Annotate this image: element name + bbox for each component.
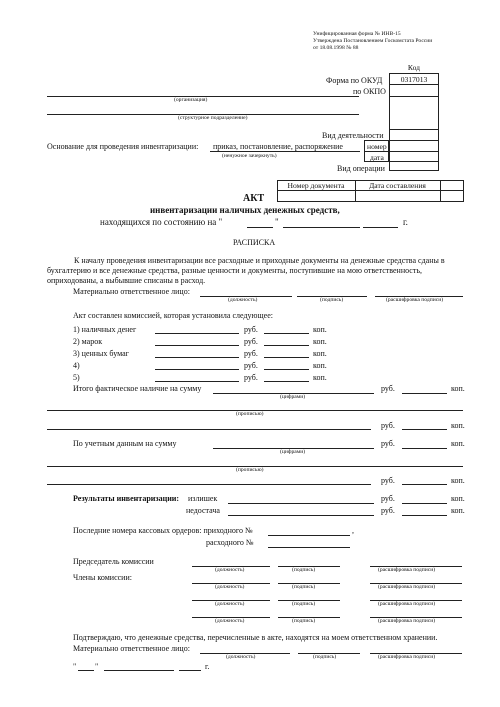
caption-position: (должность) (215, 601, 245, 607)
code-column (389, 73, 439, 171)
surplus-rub-line[interactable] (228, 503, 374, 504)
item-2-rub-line[interactable] (155, 345, 239, 346)
date-month-line[interactable] (283, 227, 360, 228)
confirm-text: Подтверждаю, что денежные средства, перечисленные в акте, находятся на моем ответственном хранении. (73, 633, 438, 642)
okud-value: 0317013 (400, 75, 428, 84)
divider (364, 151, 389, 152)
data-label: дата (370, 153, 384, 162)
caption-position: (должность) (226, 654, 256, 660)
rub-label: руб. (244, 337, 258, 346)
rub-label: руб. (381, 506, 395, 515)
act-title: АКТ (243, 193, 265, 204)
divider (389, 151, 439, 152)
actual-total-label: Итого фактическое наличие на сумму (73, 384, 202, 393)
caption-signature: (подпись) (292, 567, 316, 573)
actual-total-words-line-2[interactable] (47, 429, 371, 430)
receipt-title: РАСПИСКА (233, 238, 276, 247)
caption-name: (расшифровка подписи) (378, 618, 436, 624)
footer-day-line[interactable] (78, 670, 94, 671)
divider (389, 96, 439, 97)
actual-total-kop-line-2[interactable] (402, 429, 447, 430)
act-date-quote: " (275, 217, 279, 227)
act-subtitle: инвентаризации наличных денежных средств, (150, 205, 340, 215)
caption-signature: (подпись) (313, 654, 337, 660)
rub-label: руб. (381, 476, 395, 485)
kop-label: коп. (451, 421, 465, 430)
caption-name: (расшифровка подписи) (386, 297, 444, 303)
caption-name: (расшифровка подписи) (378, 654, 436, 660)
receipt-text-3: оприходованы, а выбывшие списаны в расход. (47, 276, 206, 285)
surplus-kop-line[interactable] (402, 503, 447, 504)
footer-mol-label: Материально ответственное лицо: (73, 644, 190, 653)
item-1-kop-line[interactable] (264, 333, 309, 334)
rub-label: руб. (244, 373, 258, 382)
act-date-year: г. (403, 217, 408, 227)
basis-label: Основание для проведения инвентаризации: (47, 142, 199, 151)
receipt-text-1: К началу проведения инвентаризации все расходные и приходные документы на денежные средства сданы в (74, 256, 445, 265)
caption-digits: (цифрами) (280, 449, 306, 455)
act-date-label: находящихся по состоянию на " (100, 217, 223, 227)
footer-date-quote-open: " (73, 662, 77, 671)
actual-total-kop-line[interactable] (402, 393, 447, 394)
kop-label: коп. (451, 476, 465, 485)
book-total-words-line-2[interactable] (47, 484, 371, 485)
caption-name: (расшифровка подписи) (378, 567, 436, 573)
outgoing-order-line[interactable] (268, 547, 350, 548)
caption-digits: (цифрами) (280, 394, 306, 400)
book-total-label: По учетным данным на сумму (73, 439, 177, 448)
footer-month-line[interactable] (104, 670, 174, 671)
caption-signature: (подпись) (292, 584, 316, 590)
date-year-line[interactable] (363, 227, 398, 228)
item-3-label: 3) ценных бумаг (73, 349, 129, 358)
item-1-label: 1) наличных денег (73, 325, 137, 334)
rub-label: руб. (244, 325, 258, 334)
cash-orders-label: Последние номера кассовых ордеров: приходного № (73, 526, 253, 535)
okpo-label: по ОКПО (353, 87, 386, 96)
shortage-label: недостача (186, 506, 220, 515)
item-3-rub-line[interactable] (155, 357, 239, 358)
nenuzh-caption: (ненужное зачеркнуть) (222, 153, 277, 159)
receipt-text-2: бухгалтерию и все денежные средства, разные ценности и документы, поступившие на мою ответственность, (47, 266, 422, 275)
divider (389, 129, 439, 130)
item-3-kop-line[interactable] (264, 357, 309, 358)
caption-name: (расшифровка подписи) (378, 584, 436, 590)
comma: , (352, 526, 354, 535)
kop-label: коп. (313, 325, 327, 334)
footer-year-label: г. (205, 662, 210, 671)
form-approval: Утверждена Постановлением Госкомстата России (313, 38, 433, 44)
item-5-kop-line[interactable] (264, 381, 309, 382)
footer-date-quote-close: " (95, 662, 99, 671)
kop-label: коп. (451, 494, 465, 503)
okud-label: Форма по ОКУД (326, 76, 383, 85)
divider (389, 140, 439, 141)
kop-label: коп. (313, 337, 327, 346)
results-label: Результаты инвентаризации: (73, 494, 180, 503)
shortage-rub-line[interactable] (228, 515, 374, 516)
book-total-kop-line[interactable] (402, 448, 447, 449)
caption-position: (должность) (215, 618, 245, 624)
nomer-label: номер (367, 142, 387, 151)
footer-year-line[interactable] (179, 670, 201, 671)
caption-words: (прописью) (236, 467, 264, 473)
kop-label: коп. (451, 439, 465, 448)
outgoing-order-label: расходного № (206, 538, 254, 547)
org-caption: (организация) (174, 97, 208, 103)
caption-signature: (подпись) (292, 601, 316, 607)
commission-intro: Акт составлен комиссией, которая установила следующее: (73, 311, 273, 320)
divider (440, 180, 441, 202)
struct-caption: (структурное подразделение) (178, 115, 248, 121)
rub-label: руб. (381, 421, 395, 430)
rub-label: руб. (244, 361, 258, 370)
kop-label: коп. (313, 349, 327, 358)
item-5-label: 5) (73, 373, 80, 382)
caption-position: (должность) (215, 567, 245, 573)
item-2-label: 2) марок (73, 337, 103, 346)
rub-label: руб. (381, 384, 395, 393)
caption-name: (расшифровка подписи) (378, 601, 436, 607)
caption-signature: (подпись) (320, 297, 344, 303)
caption-position: (должность) (215, 584, 245, 590)
rub-label: руб. (381, 439, 395, 448)
item-4-rub-line[interactable] (155, 369, 239, 370)
rub-label: руб. (244, 349, 258, 358)
item-2-kop-line[interactable] (264, 345, 309, 346)
item-1-rub-line[interactable] (155, 333, 239, 334)
mol-label: Материально ответственное лицо: (73, 287, 190, 296)
caption-position: (должность) (228, 297, 258, 303)
basis-line[interactable] (210, 151, 360, 152)
kop-label: коп. (451, 506, 465, 515)
chair-label: Председатель комиссии (73, 557, 154, 566)
caption-words: (прописью) (236, 411, 264, 417)
date-day-line[interactable] (247, 227, 273, 228)
kop-label: коп. (451, 384, 465, 393)
shortage-kop-line[interactable] (402, 515, 447, 516)
item-4-kop-line[interactable] (264, 369, 309, 370)
form-date: от 18.08.1998 № 88 (313, 45, 359, 51)
incoming-order-line[interactable] (268, 535, 350, 536)
kop-label: коп. (313, 373, 327, 382)
basis-value: приказ, постановление, распоряжение (213, 142, 343, 151)
doc-number-header: Номер документа (287, 181, 345, 190)
item-4-label: 4) (73, 361, 80, 370)
rub-label: руб. (381, 494, 395, 503)
doc-date-header: Дата составления (369, 181, 426, 190)
item-5-rub-line[interactable] (155, 381, 239, 382)
surplus-label: излишек (188, 494, 218, 503)
code-label: Код (407, 63, 421, 72)
members-label: Члены комиссии: (73, 573, 132, 582)
divider (389, 161, 439, 162)
vid-oper-label: Вид операции (337, 164, 385, 173)
kop-label: коп. (313, 361, 327, 370)
caption-signature: (подпись) (292, 618, 316, 624)
book-total-kop-line-2[interactable] (402, 484, 447, 485)
vid-deyat-label: Вид деятельности (322, 131, 384, 140)
form-title: Унифицированная форма № ИНВ-15 (313, 31, 401, 37)
divider (277, 190, 464, 191)
divider (389, 84, 439, 85)
